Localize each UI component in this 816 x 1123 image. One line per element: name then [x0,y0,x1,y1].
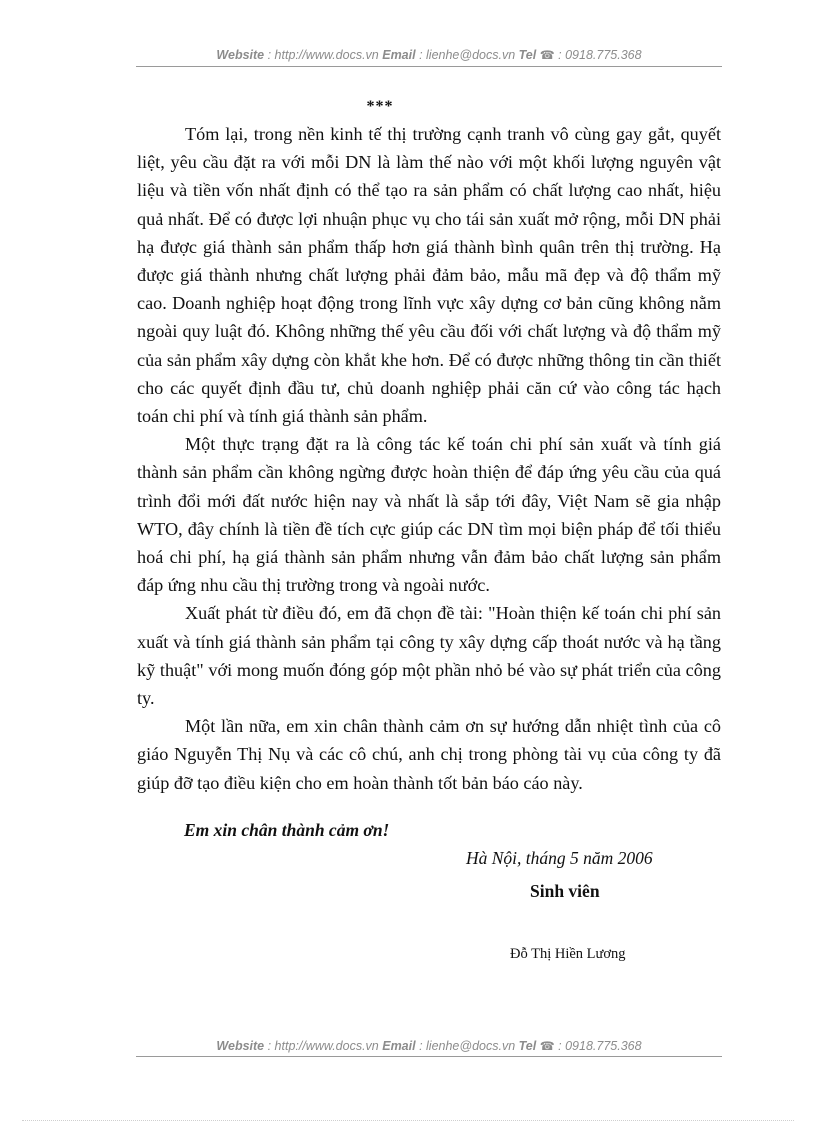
header-email-label: Email [382,48,416,62]
section-separator: *** [366,98,394,115]
footer-website-label: Website [216,1039,265,1053]
footer-tel-label: Tel [518,1039,537,1053]
phone-icon: ☎ [539,1039,555,1053]
phone-icon: ☎ [539,48,555,62]
header-tel-value: 0918.775.368 [561,48,642,62]
page-break-line [22,1120,794,1121]
signer-role: Sinh viên [530,881,600,901]
footer-tel-value: 0918.775.368 [561,1039,642,1053]
body-text [137,120,721,797]
header-email-value: : lienhe@docs.vn [415,48,519,62]
footer-email-value: : lienhe@docs.vn [415,1039,519,1053]
paragraph-2: Một thực trạng đặt ra là công tác kế toán chi phí sản xuất và tính giá thành sản phẩm cần không ngừng được hoàn thiện để đáp ứng yêu cầu của quá trình đổi mới đất nước hiện nay và nhất là sắp tới đây, Việt Nam sẽ gia nhập WTO, đây chính là tiền đề tích cực giúp các DN tìm mọi biện pháp để tối thiểu hoá chi phí, hạ giá thành sản phẩm nhưng vẫn đảm bảo chất lượng sản phẩm đáp ứng nhu cầu thị trường trong và ngoài nước. [137,434,721,596]
footer-email-label: Email [382,1039,416,1053]
header-website-label: Website [216,48,265,62]
signer-name: Đỗ Thị Hiền Lương [510,946,626,962]
closing-line: Em xin chân thành cảm ơn! [184,820,390,840]
date-line: Hà Nội, tháng 5 năm 2006 [466,848,653,868]
paragraph-4: Một lần nữa, em xin chân thành cảm ơn sự hướng dẫn nhiệt tình của cô giáo Nguyễn Thị Nụ và các cô chú, anh chị trong phòng tài vụ của công ty đã giúp đỡ tạo điều kiện cho em hoàn thành tốt bản báo cáo này. [137,716,721,793]
header-tel-label: Tel [518,48,537,62]
paragraph-3: Xuất phát từ điều đó, em đã chọn đề tài: "Hoàn thiện kế toán chi phí sản xuất và tính giá thành sản phẩm tại công ty xây dựng cấp thoát nước và hạ tầng kỹ thuật" với mong muốn đóng góp một phần nhỏ bé vào sự phát triển của công ty. [137,603,721,709]
footer-website-value: : http://www.docs.vn [264,1039,383,1053]
page-header: Website : http://www.docs.vn Email : lienhe@docs.vn Tel ☎ : 0918.775.368 [216,48,642,62]
footer-rule [136,1056,722,1057]
header-rule [136,66,722,67]
page-footer: Website : http://www.docs.vn Email : lienhe@docs.vn Tel ☎ : 0918.775.368 [216,1039,642,1053]
header-website-value: : http://www.docs.vn [264,48,383,62]
paragraph-1: Tóm lại, trong nền kinh tế thị trường cạnh tranh vô cùng gay gắt, quyết liệt, yêu cầu đặt ra với mỗi DN là làm thế nào với một khối lượng nguyên vật liệu và tiền vốn nhất định có thể tạo ra sản phẩm có chất lượng cao nhất, hiệu quả nhất. Để có được lợi nhuận phục vụ cho tái sản xuất mở rộng, mỗi DN phải hạ được giá thành sản phẩm thấp hơn giá thành bình quân trên thị trường. Hạ được giá thành nhưng chất lượng phải đảm bảo, mẫu mã đẹp và độ thẩm mỹ cao. Doanh nghiệp hoạt động trong lĩnh vực xây dựng cơ bản cũng không nằm ngoài quy luật đó. Không những thế yêu cầu đối với chất lượng và độ thẩm mỹ của sản phẩm xây dựng còn khắt khe hơn. Để có được những thông tin cần thiết cho các quyết định đầu tư, chủ doanh nghiệp phải căn cứ vào công tác hạch toán chi phí và tính giá thành sản phẩm. [137,124,721,427]
